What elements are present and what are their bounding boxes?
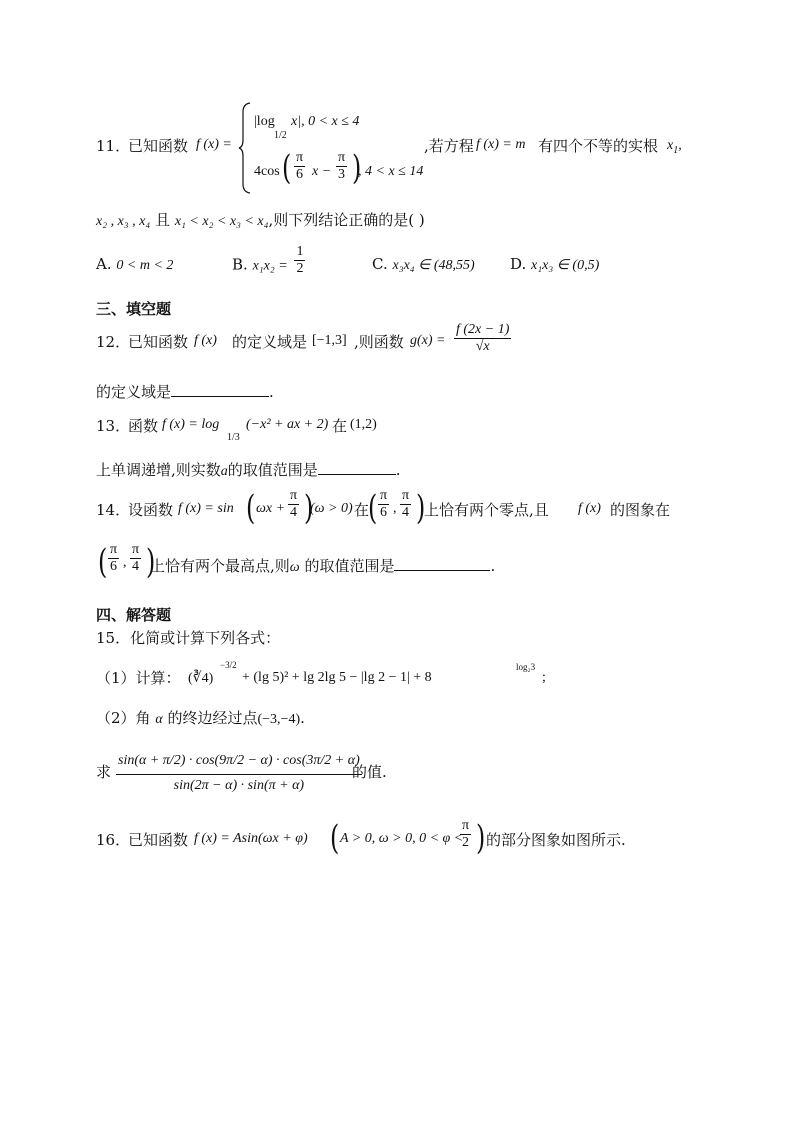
q16-lparen: (	[329, 818, 340, 858]
q14-arg: ωx +	[256, 501, 286, 516]
q11-case1-tail: x|, 0 < x ≤ 4	[291, 114, 360, 129]
option-a-label: A.	[96, 255, 112, 273]
q15-big-frac	[116, 748, 362, 797]
q14-fx2: f (x)	[578, 501, 601, 516]
q11-cond: ,若方程	[424, 137, 474, 155]
q14-int2-frac1	[108, 542, 119, 575]
q14-int-frac1	[378, 488, 389, 521]
q14-int2-lparen: (	[97, 542, 108, 582]
q15-part1-label: （1）计算：	[96, 669, 181, 687]
q15-part1-expr: + (lg 5)² + lg 2lg 5 − |lg 2 − 1| + 8	[242, 670, 432, 685]
frac-num: π	[462, 818, 470, 833]
frac-num: π	[132, 542, 140, 557]
q12-text-b: 的定义域是	[232, 333, 308, 351]
piecewise-brace	[238, 102, 252, 194]
frac-num: π	[296, 150, 304, 165]
option-a-text: 0 < m < 2	[116, 258, 174, 273]
q11-case2-frac1	[294, 150, 305, 183]
q11-options	[96, 244, 656, 286]
frac-den: 6	[110, 559, 118, 574]
q11-x1-var: x	[667, 138, 674, 153]
q13-interval: (1,2)	[350, 417, 377, 432]
question-12	[96, 322, 696, 366]
q11-number: 11．	[96, 137, 131, 155]
question-15	[96, 628, 280, 648]
q16-fx: f (x) = Asin(ωx + φ)	[194, 831, 308, 846]
q12-text-c: ,则函数	[354, 333, 404, 351]
q15-part3	[96, 748, 696, 804]
section-answer: 四、解答题	[96, 606, 172, 624]
q16-cond: A > 0, ω > 0, 0 < φ <	[340, 831, 464, 846]
q12-lead: 已知函数	[128, 333, 189, 351]
q12-number: 12．	[96, 333, 131, 351]
frac-den: 2	[296, 261, 304, 276]
q13-number: 13．	[96, 417, 131, 435]
q14-number: 14．	[96, 501, 131, 519]
q14-line2-text	[150, 554, 495, 578]
q12-end: .	[269, 383, 274, 401]
q11-case1-base: 1/2	[274, 130, 287, 141]
q11-case2-x: x −	[312, 164, 332, 179]
q15-number: 15．	[96, 629, 131, 647]
q14-int2-comma: ,	[123, 555, 127, 570]
frac-num: π	[290, 488, 298, 503]
answer-blank-14[interactable]	[394, 554, 490, 571]
frac-den: √x	[475, 339, 490, 354]
frac-den: 4	[402, 505, 410, 520]
frac-den: sin(2π − α) · sin(π + α)	[173, 778, 305, 793]
q14-fx: f (x) = sin	[178, 501, 234, 516]
frac-num: π	[402, 488, 410, 503]
question-16	[96, 820, 696, 862]
q14-omega: ω	[289, 560, 300, 575]
answer-blank-13[interactable]	[318, 458, 396, 475]
option-b-frac	[294, 244, 305, 277]
q13-arg: (−x² + ax + 2)	[246, 417, 329, 432]
q13-base: 1/3	[227, 432, 240, 443]
option-d-label: D.	[510, 255, 527, 273]
q14-frac	[288, 488, 299, 521]
q14-line2-a: 上恰有两个最高点,则	[150, 557, 290, 575]
q15-part2	[96, 708, 305, 730]
q15-part2-mid: 的终边经过点	[167, 709, 258, 727]
q14-lead: 设函数	[128, 501, 174, 519]
q13-line2b-text: 的取值范围是	[227, 461, 318, 479]
q12-frac	[454, 322, 511, 355]
q11-case2-tail: , 4 < x ≤ 14	[358, 164, 424, 179]
answer-blank-12[interactable]	[171, 380, 269, 397]
option-b-lhs: x₁x₂ =	[252, 258, 288, 274]
q13-line2	[96, 458, 401, 482]
q14-line2-b: 的取值范围是	[304, 557, 395, 575]
q12-line2	[96, 380, 274, 402]
q12-domain: [−1,3]	[312, 333, 347, 348]
q11-cond2: 有四个不等的实根	[538, 137, 659, 155]
option-b	[232, 244, 307, 277]
q14-int2-rparen: )	[145, 542, 156, 582]
option-b-label: B.	[232, 255, 248, 274]
q14-int-comma: ,	[393, 501, 397, 516]
q13-text-b: 在	[332, 417, 348, 435]
question-13	[96, 410, 696, 450]
option-c	[372, 254, 475, 276]
q13-fx: f (x) = log	[162, 417, 220, 432]
q16-lead: 已知函数	[128, 831, 189, 849]
q15-point: (−3,−4)	[257, 712, 301, 727]
q11-line2	[96, 210, 425, 232]
q11-case2-lparen: (	[281, 148, 292, 188]
q11-case2-rparen: )	[351, 148, 362, 188]
q15-alpha: α	[155, 712, 163, 727]
q12-fx: f (x)	[194, 333, 217, 348]
q14-int-frac2	[400, 488, 411, 521]
q11-x1: $x_1$,	[667, 138, 682, 156]
q16-text-b: 的部分图象如图所示.	[486, 831, 626, 849]
q14-text-d: 的图象在	[610, 501, 671, 519]
q15-part2-end: .	[300, 709, 305, 727]
frac-den: 4	[132, 559, 140, 574]
q14-int-rparen: )	[415, 488, 426, 528]
q15-part1-exp: −3/2	[220, 660, 237, 670]
q13-end: .	[395, 461, 401, 479]
q15-part2-label: （2）角	[96, 709, 151, 727]
q13-lead: 函数	[128, 417, 159, 435]
q14-lparen: (	[245, 488, 256, 528]
frac-den: 3	[338, 167, 346, 182]
q11-function: f (x) =	[196, 137, 232, 152]
q14-text-b: 在	[354, 501, 370, 519]
option-a	[96, 254, 173, 276]
q11-lead: 已知函数	[128, 137, 189, 155]
q15-part1-end: ;	[542, 670, 546, 685]
q14-int2-frac2	[130, 542, 141, 575]
frac-num: f (2x − 1)	[456, 322, 510, 337]
q12-gx: g(x) =	[410, 333, 446, 348]
q11-case1-log: |log	[254, 114, 275, 129]
q11-case2-frac2	[336, 150, 347, 183]
q15-part1	[96, 660, 696, 690]
option-d-text: x₁x₃ ∈ (0,5)	[531, 258, 600, 273]
q11-equation: f (x) = m	[476, 137, 526, 152]
frac-num: π	[338, 150, 346, 165]
q13-line2-text: 上单调递增,则实数	[96, 461, 221, 479]
q15-part1-exp2: log₂3	[516, 662, 536, 672]
q15-title: 化简或计算下列各式：	[130, 629, 281, 647]
q14-end: .	[490, 557, 496, 575]
frac-num: sin(α + π/2) · cos(9π/2 − α) · cos(3π/2 + α)	[116, 748, 362, 775]
q15-part1-base: (∛4)	[188, 671, 214, 686]
q15-part3-end: 的值.	[352, 763, 387, 781]
q11-case2-cos: 4cos	[254, 164, 280, 179]
frac-den: 2	[462, 835, 470, 850]
option-d	[510, 254, 599, 276]
frac-den: 6	[296, 167, 304, 182]
q11-and: 且	[155, 211, 171, 229]
q12-line2-text: 的定义域是	[96, 383, 172, 401]
q14-cond: (ω > 0)	[310, 501, 353, 516]
option-c-text: x₃x₄ ∈ (48,55)	[392, 258, 475, 273]
question-14	[96, 490, 696, 532]
q14-text-c: 上恰有两个零点,且	[424, 501, 549, 519]
q11-prompt: ,则下列结论正确的是( )	[268, 211, 425, 229]
q16-number: 16．	[96, 831, 131, 849]
section-fill-in: 三、填空题	[96, 300, 172, 318]
frac-den: 4	[290, 505, 298, 520]
q14-line2	[96, 544, 696, 586]
frac-num: π	[110, 542, 118, 557]
q15-qiu: 求	[96, 763, 112, 781]
q14-rparen: )	[303, 488, 314, 528]
q16-rparen: )	[475, 818, 486, 858]
q11-order: x₁ < x₂ < x₃ < x₄	[174, 214, 269, 229]
q16-frac	[460, 818, 471, 851]
option-c-label: C.	[372, 255, 388, 273]
frac-num: 1	[296, 244, 304, 259]
q11-vars: x₂ , x₃ , x₄	[96, 214, 151, 229]
q13-var: a	[220, 464, 228, 479]
q14-int-lparen: (	[367, 488, 378, 528]
frac-den: 6	[380, 505, 388, 520]
frac-num: π	[380, 488, 388, 503]
